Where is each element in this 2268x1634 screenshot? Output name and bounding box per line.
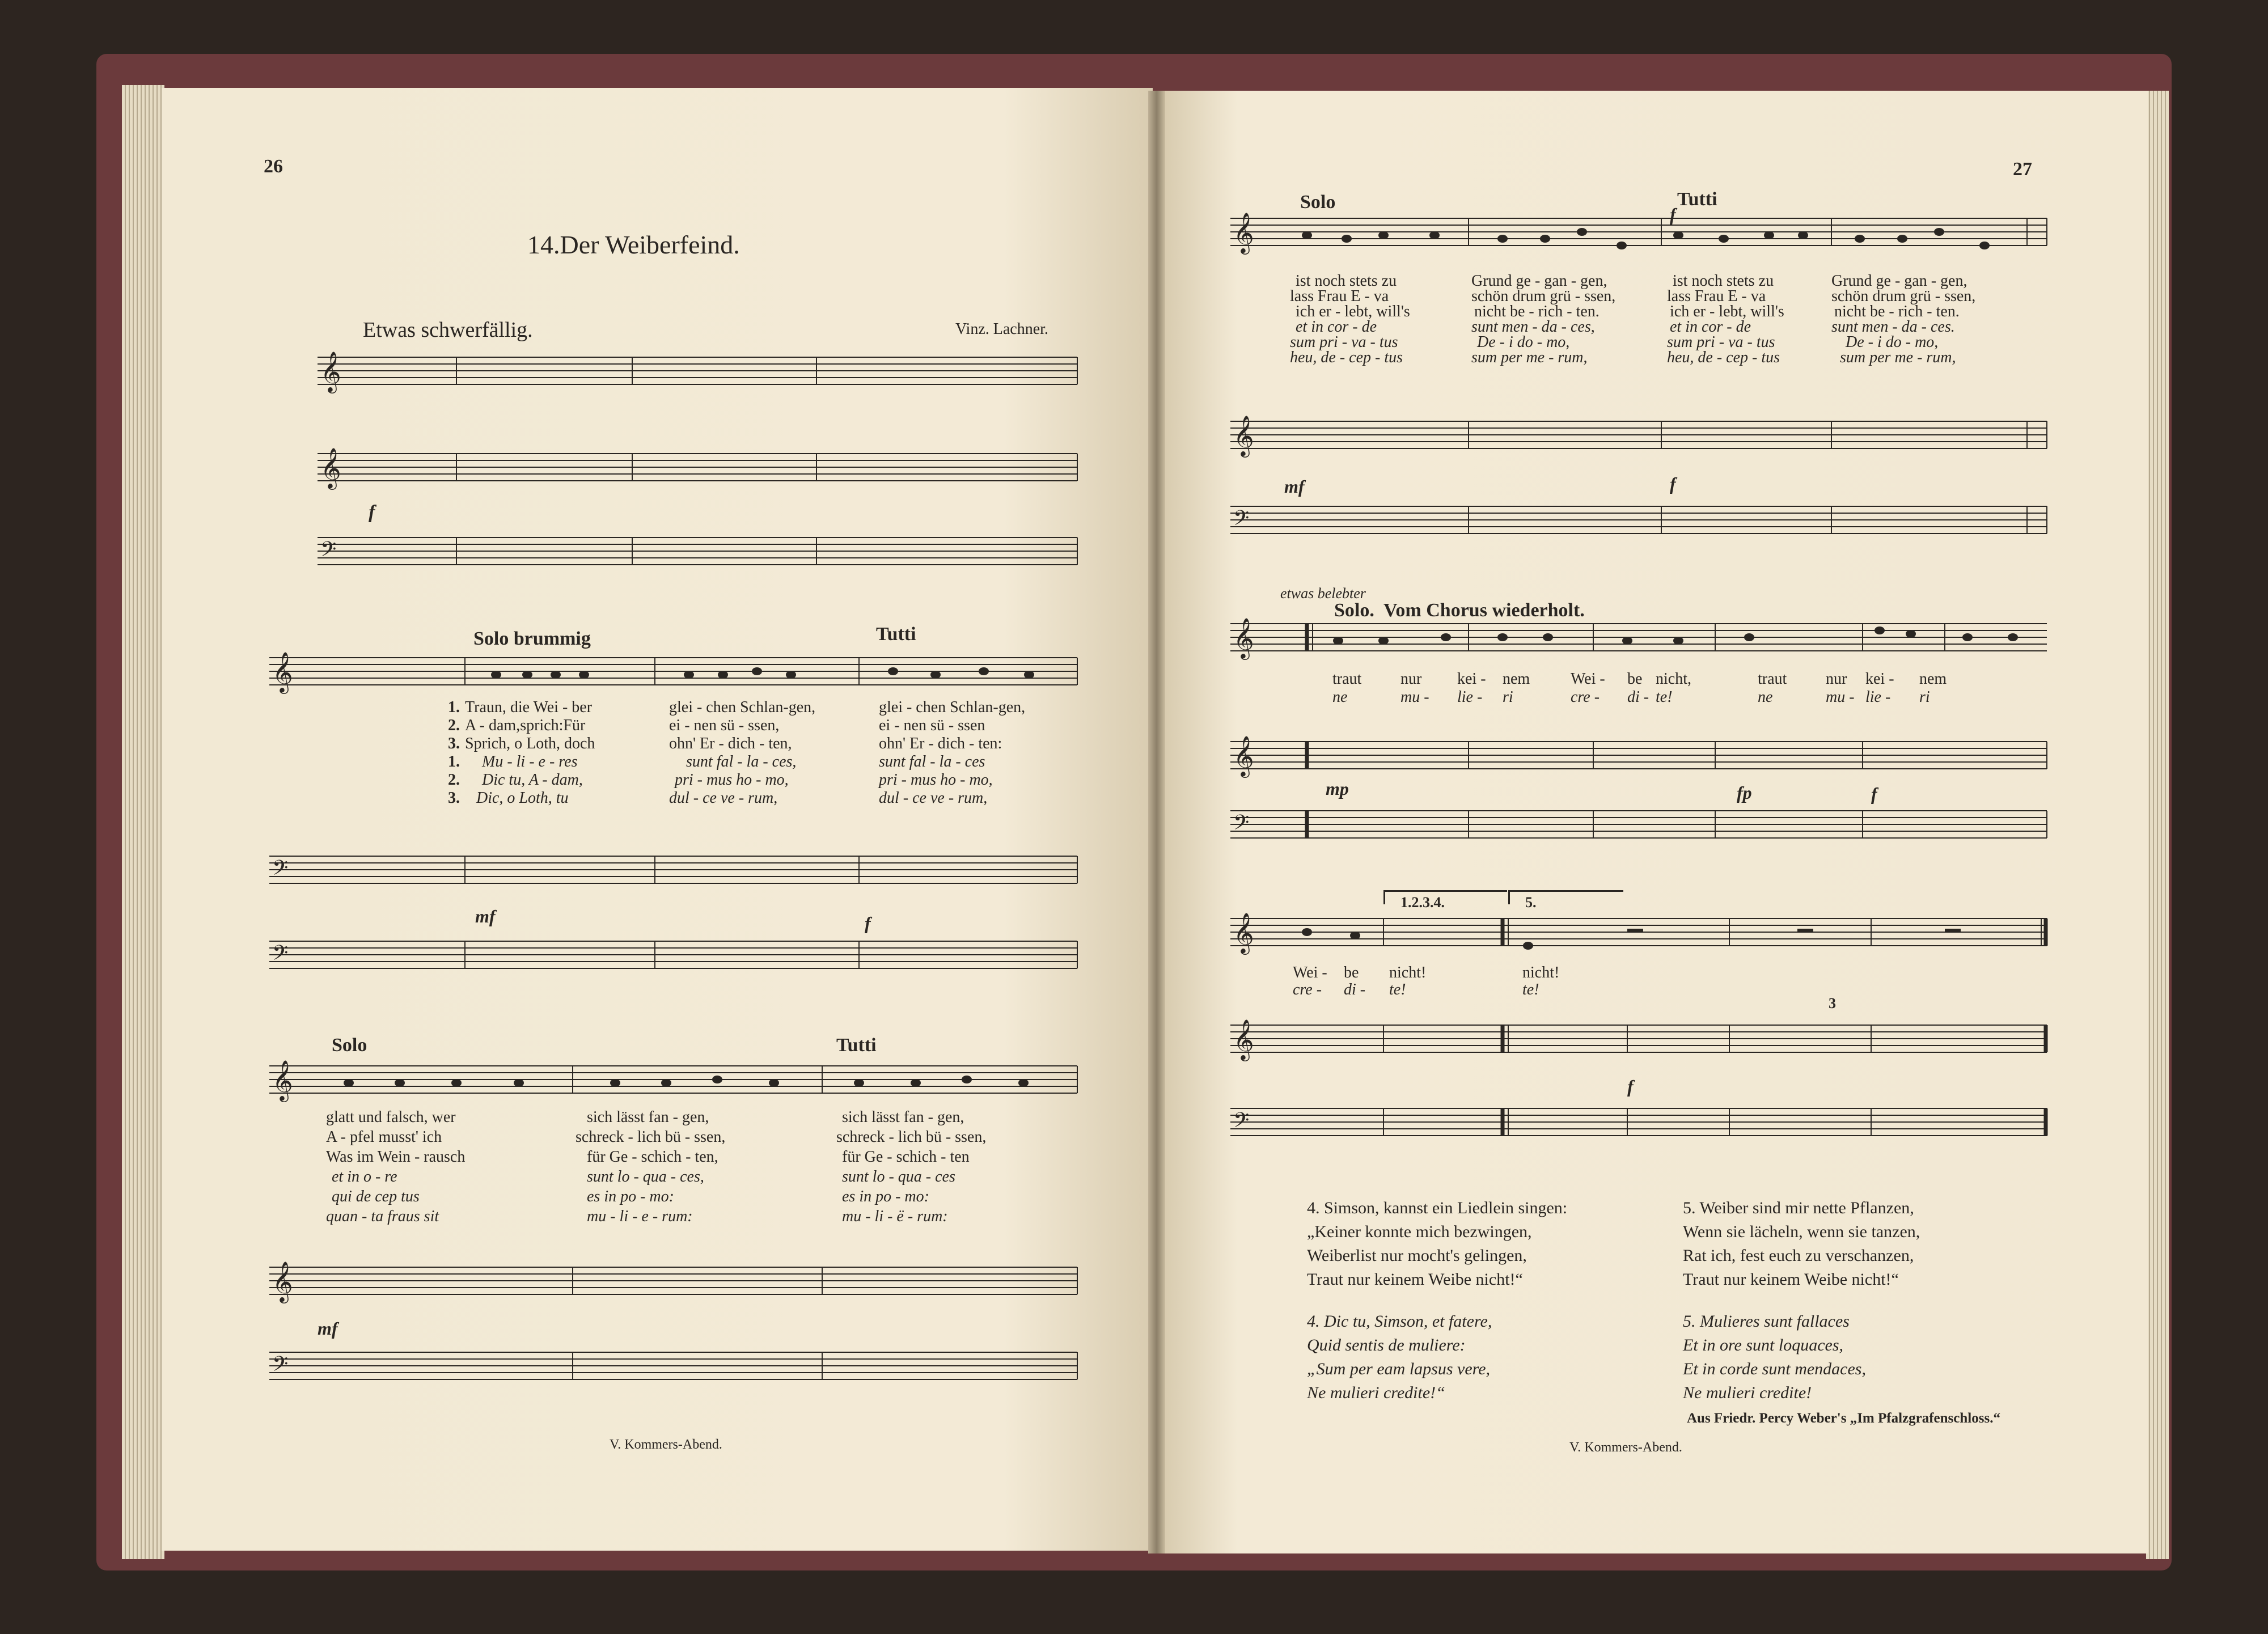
left-intro-piano-bass-staff — [318, 537, 1077, 572]
verse-number: 2. — [448, 717, 460, 734]
left-piano-bass-staff-2 — [269, 941, 1077, 975]
svg-text:𝄢: 𝄢 — [1233, 507, 1250, 535]
left-intro-voice-staff — [318, 353, 1077, 391]
right-piano-bass-staff-2 — [1230, 811, 2047, 845]
solo-label-2: Solo — [332, 1035, 367, 1056]
lyric-line: ist noch stets zu — [1673, 272, 1774, 290]
lyric-line: schön drum grü - ssen, — [1831, 287, 1976, 305]
svg-text:𝄞: 𝄞 — [272, 1263, 293, 1301]
lyric-line: lass Frau E - va — [1667, 287, 1766, 305]
lyric-line: Grund ge - gan - gen, — [1471, 272, 1607, 290]
lyric-line: schreck - lich bü - ssen, — [576, 1128, 726, 1146]
lyric-line: A - pfel musst' ich — [326, 1128, 442, 1146]
svg-text:𝄢: 𝄢 — [272, 942, 289, 970]
lyric-line: heu, de - cep - tus — [1667, 349, 1780, 366]
lyric-line: Mu - li - e - res — [482, 753, 578, 771]
footer-left: V. Kommers-Abend. — [610, 1437, 722, 1452]
svg-text:𝄞: 𝄞 — [1233, 619, 1254, 658]
book-gutter — [1148, 91, 1165, 1553]
right-voice-staff-1 — [1230, 214, 2047, 252]
right-piano-treble-staff-2 — [1230, 737, 2047, 776]
lyric-syllable: nem — [1503, 670, 1530, 688]
dynamic-mf-1: mf — [475, 906, 496, 926]
lyric-line: mu - li - ë - rum: — [842, 1208, 948, 1225]
lyric-line: ich er - lebt, will's — [1670, 303, 1784, 320]
lyric-line: sum per me - rum, — [1840, 349, 1956, 366]
dynamic-f-right-4: f — [1627, 1076, 1634, 1097]
lyric-syllable: ri — [1919, 688, 1930, 706]
lyric-line: glei - chen Schlan-gen, — [879, 699, 1026, 716]
lyric-syllable: be — [1627, 670, 1643, 688]
left-piano-treble-staff-2 — [269, 856, 1077, 890]
right-piano-bass-staff-1 — [1230, 506, 2047, 540]
lyric-syllable: te! — [1656, 688, 1673, 706]
lyric-syllable: lie - — [1457, 688, 1483, 706]
lyric-syllable: ne — [1332, 688, 1348, 706]
verse-number: 3. — [448, 789, 460, 807]
triplet-marker: 3 — [1829, 995, 1836, 1011]
lyric-syllable: Wei - — [1571, 670, 1605, 688]
svg-text:𝄢: 𝄢 — [1233, 811, 1250, 839]
verse-line: Weiberlist nur mocht's gelingen, — [1307, 1246, 1527, 1265]
left-page — [162, 88, 1153, 1551]
dynamic-mf-right: mf — [1284, 476, 1305, 497]
lyric-line: es in po - mo: — [587, 1188, 674, 1205]
svg-text:𝄢: 𝄢 — [272, 1353, 289, 1381]
svg-text:𝄢: 𝄢 — [320, 538, 337, 566]
lyrics-system2-german — [1332, 670, 2070, 688]
svg-text:𝄢: 𝄢 — [1233, 1109, 1250, 1137]
lyric-line: sunt men - da - ces, — [1471, 318, 1595, 336]
lyric-line: für Ge - schich - ten — [842, 1148, 970, 1166]
lyric-syllable: te! — [1522, 981, 1539, 998]
lyric-line: nicht be - rich - ten. — [1474, 303, 1600, 320]
source-attribution: Aus Friedr. Percy Weber's „Im Pfalzgrafenschloss.“ — [1687, 1411, 2000, 1426]
dynamic-f-right-1: f — [1670, 204, 1676, 225]
verse-number: 3. — [448, 735, 460, 752]
song-title: 14.Der Weiberfeind. — [527, 230, 740, 259]
lyric-syllable: nem — [1919, 670, 1947, 688]
lyric-line: schreck - lich bü - ssen, — [836, 1128, 987, 1146]
verse-block-la-5 — [1683, 1310, 1866, 1405]
lyrics-system3-latin — [1293, 981, 1690, 999]
verse-line: 4. Dic tu, Simson, et fatere, — [1307, 1312, 1492, 1331]
left-piano-treble-staff-3 — [269, 1263, 1077, 1301]
lyric-line: Grund ge - gan - gen, — [1831, 272, 1967, 290]
lyric-line: et in cor - de — [1296, 318, 1377, 336]
lyric-line: De - i do - mo, — [1846, 333, 1939, 351]
lyric-syllable: traut — [1758, 670, 1787, 688]
verse-line: Rat ich, fest euch zu verschanzen, — [1683, 1246, 1914, 1265]
verse-block-de-4 — [1307, 1196, 1567, 1292]
lyric-line: heu, de - cep - tus — [1290, 349, 1403, 366]
page-number-left: 26 — [264, 156, 283, 177]
svg-text:𝄢: 𝄢 — [272, 857, 289, 884]
lyric-syllable: cre - — [1293, 981, 1322, 998]
verse-line: Quid sentis de muliere: — [1307, 1336, 1466, 1354]
left-piano-bass-staff-3 — [269, 1352, 1077, 1386]
lyric-line: quan - ta fraus sit — [326, 1208, 439, 1225]
left-voice-staff-2 — [269, 653, 1077, 692]
ending-5: 5. — [1525, 894, 1537, 911]
verse-line: 5. Mulieres sunt fallaces — [1683, 1312, 1850, 1331]
verse-line: Et in ore sunt loquaces, — [1683, 1336, 1844, 1354]
svg-text:𝄞: 𝄞 — [1233, 737, 1254, 776]
lyric-syllable: Wei - — [1293, 964, 1327, 981]
svg-text:𝄞: 𝄞 — [1233, 1021, 1254, 1059]
lyric-line: sum per me - rum, — [1471, 349, 1588, 366]
tempo-etwas-belebter: etwas belebter — [1280, 585, 1366, 602]
tutti-label-right: Tutti — [1677, 189, 1717, 210]
lyric-line: Was im Wein - rausch — [326, 1148, 466, 1166]
verse-line: Traut nur keinem Weibe nicht!“ — [1307, 1270, 1523, 1289]
verse-line: 4. Simson, kannst ein Liedlein singen: — [1307, 1199, 1568, 1217]
lyric-line: Sprich, o Loth, doch — [465, 735, 595, 752]
right-voice-staff-3 — [1230, 914, 2047, 953]
right-piano-treble-staff-1 — [1230, 417, 2047, 455]
lyric-line: es in po - mo: — [842, 1188, 929, 1205]
lyric-line: ich er - lebt, will's — [1296, 303, 1410, 320]
page-edges-left — [122, 85, 164, 1559]
verse-line: „Sum per eam lapsus vere, — [1307, 1360, 1491, 1378]
lyric-syllable: di - — [1627, 688, 1649, 706]
ending-1234: 1.2.3.4. — [1400, 894, 1445, 911]
lyric-line: sunt lo - qua - ces, — [587, 1168, 704, 1186]
page-edges-right — [2146, 91, 2169, 1559]
lyric-line: Traun, die Wei - ber — [465, 699, 593, 716]
lyric-syllable: mu - — [1400, 688, 1429, 706]
lyric-syllable: mu - — [1826, 688, 1855, 706]
svg-text:𝄞: 𝄞 — [1233, 914, 1254, 953]
lyric-line: pri - mus ho - mo, — [879, 771, 993, 789]
tempo-marking: Etwas schwerfällig. — [363, 318, 533, 342]
lyric-line: De - i do - mo, — [1477, 333, 1570, 351]
verse-line: Ne mulieri credite!“ — [1307, 1383, 1445, 1402]
dynamic-f-right-2: f — [1670, 473, 1676, 494]
lyric-line: ist noch stets zu — [1296, 272, 1397, 290]
lyric-line: pri - mus ho - mo, — [675, 771, 789, 789]
lyric-line: qui de cep tus — [332, 1188, 420, 1205]
lyric-syllable: nicht, — [1656, 670, 1691, 688]
lyric-syllable: cre - — [1571, 688, 1600, 706]
lyric-line: sich lässt fan - gen, — [587, 1108, 709, 1126]
dynamic-mf-2: mf — [318, 1318, 338, 1339]
lyric-line: ohn' Er - dich - ten: — [879, 735, 1002, 752]
lyric-line: lass Frau E - va — [1290, 287, 1389, 305]
chorus-repeat-label: Vom Chorus wiederholt. — [1383, 600, 1585, 621]
lyric-syllable: kei - — [1865, 670, 1894, 688]
verse-block-la-4 — [1307, 1310, 1492, 1405]
left-intro-piano-treble-staff — [318, 449, 1077, 488]
svg-text:𝄞: 𝄞 — [1233, 214, 1254, 252]
dynamic-fp: fp — [1737, 782, 1752, 803]
right-piano-treble-staff-3 — [1230, 1021, 2047, 1059]
verse-line: Et in corde sunt mendaces, — [1683, 1360, 1866, 1378]
lyric-line: ei - nen sü - ssen — [879, 717, 985, 734]
lyric-line: dul - ce ve - rum, — [669, 789, 778, 807]
lyric-syllable: te! — [1389, 981, 1406, 998]
left-voice-staff-3 — [269, 1061, 1077, 1100]
lyric-syllable: nur — [1826, 670, 1847, 688]
svg-text:𝄞: 𝄞 — [1233, 417, 1254, 455]
lyric-line: dul - ce ve - rum, — [879, 789, 988, 807]
dynamic-f-right-3: f — [1871, 784, 1877, 804]
lyric-line: nicht be - rich - ten. — [1834, 303, 1960, 320]
lyric-line: sunt men - da - ces. — [1831, 318, 1955, 336]
lyric-line: Dic, o Loth, tu — [476, 789, 569, 807]
verse-number: 2. — [448, 771, 460, 789]
lyric-syllable: ri — [1503, 688, 1513, 706]
footer-right: V. Kommers-Abend. — [1569, 1440, 1682, 1455]
lyric-line: für Ge - schich - ten, — [587, 1148, 718, 1166]
lyric-syllable: lie - — [1865, 688, 1891, 706]
composer-name: Vinz. Lachner. — [955, 320, 1048, 338]
tutti-label-2: Tutti — [836, 1035, 877, 1056]
lyric-syllable: kei - — [1457, 670, 1486, 688]
lyric-line: sunt lo - qua - ces — [842, 1168, 955, 1186]
lyrics-system2-latin — [1332, 688, 2070, 706]
svg-text:𝄞: 𝄞 — [320, 449, 341, 488]
lyric-line: ei - nen sü - ssen, — [669, 717, 780, 734]
svg-text:𝄞: 𝄞 — [272, 653, 293, 692]
lyric-syllable: nur — [1400, 670, 1422, 688]
solo-label-right: Solo — [1300, 192, 1336, 213]
right-voice-staff-2 — [1230, 619, 2047, 658]
lyric-line: et in o - re — [332, 1168, 397, 1186]
lyrics-system3-german — [1293, 964, 1690, 982]
lyric-line: sum pri - va - tus — [1290, 333, 1398, 351]
solo-brummig-label: Solo brummig — [473, 628, 591, 649]
lyric-line: sunt fal - la - ces — [879, 753, 985, 771]
svg-text:𝄞: 𝄞 — [272, 1061, 293, 1100]
verse-number: 1. — [448, 753, 460, 771]
solo-label-right-2: Solo. — [1334, 600, 1374, 621]
lyric-line: et in cor - de — [1670, 318, 1751, 336]
verse-line: Ne mulieri credite! — [1683, 1383, 1812, 1402]
lyric-syllable: ne — [1758, 688, 1773, 706]
verse-line: Wenn sie lächeln, wenn sie tanzen, — [1683, 1222, 1920, 1241]
verse-line: Traut nur keinem Weibe nicht!“ — [1683, 1270, 1899, 1289]
lyric-syllable: traut — [1332, 670, 1362, 688]
lyric-line: ohn' Er - dich - ten, — [669, 735, 792, 752]
lyric-line: glatt und falsch, wer — [326, 1108, 456, 1126]
verse-block-de-5 — [1683, 1196, 1920, 1292]
lyric-line: glei - chen Schlan-gen, — [669, 699, 816, 716]
lyric-line: sunt fal - la - ces, — [686, 753, 797, 771]
verse-number: 1. — [448, 699, 460, 716]
lyric-line: mu - li - e - rum: — [587, 1208, 693, 1225]
lyric-line: Dic tu, A - dam, — [482, 771, 583, 789]
lyric-syllable: nicht! — [1522, 964, 1560, 981]
dynamic-f-2: f — [865, 913, 871, 933]
lyric-syllable: nicht! — [1389, 964, 1427, 981]
verse-line: „Keiner konnte mich bezwingen, — [1307, 1222, 1532, 1241]
lyric-syllable: di - — [1344, 981, 1366, 998]
dynamic-f-intro: f — [369, 502, 375, 523]
lyric-line: A - dam,sprich:Für — [465, 717, 586, 734]
verse-line: 5. Weiber sind mir nette Pflanzen, — [1683, 1199, 1914, 1217]
lyric-syllable: be — [1344, 964, 1359, 981]
right-piano-bass-staff-3 — [1230, 1108, 2047, 1142]
svg-text:𝄞: 𝄞 — [320, 353, 341, 391]
lyric-line: sum pri - va - tus — [1667, 333, 1775, 351]
tutti-label-1: Tutti — [876, 624, 916, 645]
dynamic-mp: mp — [1326, 778, 1349, 799]
page-number-right: 27 — [2013, 159, 2032, 180]
lyric-line: schön drum grü - ssen, — [1471, 287, 1616, 305]
lyric-line: sich lässt fan - gen, — [842, 1108, 964, 1126]
